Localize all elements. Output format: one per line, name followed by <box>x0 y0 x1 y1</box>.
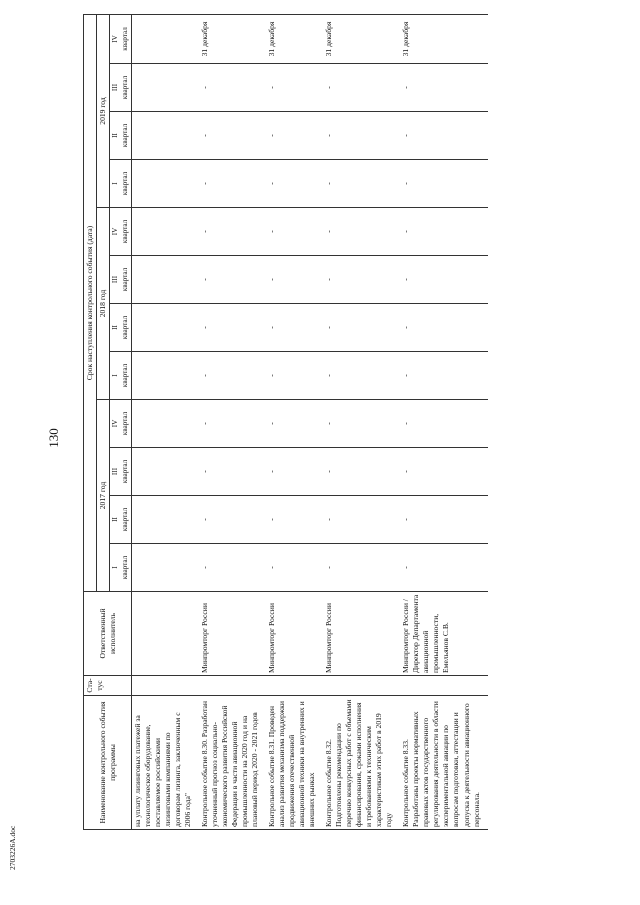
quarter-word: квартал <box>120 411 129 436</box>
term-cell: - <box>323 208 400 256</box>
term-cell: - <box>400 496 487 544</box>
term-cell <box>132 304 200 352</box>
header-quarter <box>110 448 132 496</box>
header-quarter <box>110 112 132 160</box>
quarter-word: квартал <box>120 363 129 388</box>
quarter-word: квартал <box>120 171 129 196</box>
event-responsible: Минпромторг России <box>266 592 323 676</box>
header-year-2019: 2019 год <box>97 14 110 207</box>
quarter-numeral: I <box>111 566 120 569</box>
header-responsible: Ответственный исполнитель <box>84 592 132 676</box>
quarter-word: квартал <box>120 219 129 244</box>
term-cell <box>132 256 200 304</box>
quarter-numeral: I <box>111 374 120 377</box>
header-quarter <box>110 304 132 352</box>
header-quarter <box>110 64 132 112</box>
term-cell <box>132 496 200 544</box>
header-row-top <box>84 14 97 829</box>
quarter-word: квартал <box>120 507 129 532</box>
header-name: Наименование контрольного события программы <box>84 696 132 830</box>
term-cell: - <box>400 544 487 592</box>
header-quarter <box>110 352 132 400</box>
quarter-word: квартал <box>120 315 129 340</box>
term-cell: 31 декабря <box>199 14 266 63</box>
term-cell: - <box>400 400 487 448</box>
term-cell: - <box>266 256 323 304</box>
quarter-numeral: III <box>111 467 120 476</box>
event-responsible <box>132 592 200 676</box>
header-quarter <box>110 496 132 544</box>
term-cell: 31 декабря <box>266 14 323 63</box>
header-status: Ста- тус <box>84 676 132 696</box>
term-cell: 31 декабря <box>400 14 487 63</box>
term-cell <box>132 64 200 112</box>
term-cell: - <box>266 304 323 352</box>
term-cell: - <box>199 64 266 112</box>
term-cell: - <box>400 112 487 160</box>
table-row <box>199 14 266 829</box>
term-cell: - <box>400 160 487 208</box>
term-cell: - <box>400 256 487 304</box>
term-cell: - <box>323 496 400 544</box>
event-status <box>400 676 487 696</box>
term-cell <box>132 14 200 63</box>
term-cell: - <box>323 112 400 160</box>
term-cell: - <box>199 160 266 208</box>
term-cell: - <box>323 448 400 496</box>
term-cell: - <box>266 448 323 496</box>
table-row <box>266 14 323 829</box>
header-quarter <box>110 14 132 63</box>
term-cell: - <box>323 352 400 400</box>
term-cell <box>132 400 200 448</box>
table-row <box>132 14 200 829</box>
term-cell: - <box>199 208 266 256</box>
term-cell: - <box>266 352 323 400</box>
footer-filename: 2703226А.doc <box>8 825 17 870</box>
term-cell: - <box>400 448 487 496</box>
term-cell: - <box>199 400 266 448</box>
event-responsible: Минпромторг России / Директор Департамента авиационной промышленности, Емельянов С.В. <box>400 592 487 676</box>
quarter-word: квартал <box>120 459 129 484</box>
header-quarter <box>110 256 132 304</box>
event-name: Контрольное событие 8.31. Проведен анализ развития механизма поддержки продвижения отечественной авиационной техники на внутренних и внешних рынках <box>266 696 323 830</box>
quarter-word: квартал <box>120 27 129 51</box>
term-cell: - <box>199 496 266 544</box>
quarter-numeral: IV <box>111 227 120 236</box>
term-cell: - <box>199 112 266 160</box>
term-cell: - <box>323 160 400 208</box>
term-cell: - <box>323 64 400 112</box>
term-cell <box>132 208 200 256</box>
term-cell: - <box>323 304 400 352</box>
term-cell: - <box>266 112 323 160</box>
quarter-word: квартал <box>120 123 129 148</box>
term-cell: - <box>323 256 400 304</box>
term-cell: - <box>400 208 487 256</box>
header-quarter <box>110 400 132 448</box>
quarter-word: квартал <box>120 267 129 292</box>
term-cell <box>132 160 200 208</box>
quarter-numeral: II <box>111 517 120 522</box>
event-status <box>323 676 400 696</box>
quarter-numeral: III <box>111 83 120 92</box>
term-cell: - <box>266 208 323 256</box>
term-cell: - <box>199 448 266 496</box>
quarter-numeral: II <box>111 325 120 330</box>
event-responsible: Минпромторг России <box>323 592 400 676</box>
quarter-numeral: II <box>111 133 120 138</box>
control-events-table <box>83 14 488 830</box>
term-cell: - <box>323 400 400 448</box>
event-responsible: Минпромторг России <box>199 592 266 676</box>
event-name: Контрольное событие 8.32. Подготовлены рекомендации по перечню конкурсных работ с объемами финансирования, сроками исполнения и требованиями к техническим характеристикам этих работ в 2019 году <box>323 696 400 830</box>
event-status <box>199 676 266 696</box>
term-cell <box>132 352 200 400</box>
header-quarter <box>110 544 132 592</box>
table-row <box>400 14 487 829</box>
header-quarter <box>110 208 132 256</box>
header-year-2017: 2017 год <box>97 400 110 592</box>
quarter-numeral: IV <box>111 35 120 43</box>
term-cell: - <box>199 352 266 400</box>
quarter-word: квартал <box>120 75 129 100</box>
term-cell <box>132 448 200 496</box>
term-cell: 31 декабря <box>323 14 400 63</box>
event-status <box>132 676 200 696</box>
event-name: Контрольное событие 8.33. Разработаны проекты нормативных правовых актов государственного регулирования деятельности в области экспериментальной авиации по вопросам подготовки, аттестации и допуска к деятельности авиационного персонала. <box>400 696 487 830</box>
table-row <box>323 14 400 829</box>
term-cell: - <box>199 544 266 592</box>
header-year-2018: 2018 год <box>97 208 110 400</box>
term-cell: - <box>266 496 323 544</box>
term-cell: - <box>400 304 487 352</box>
term-cell: - <box>266 64 323 112</box>
term-cell: - <box>266 544 323 592</box>
term-cell: - <box>323 544 400 592</box>
header-quarter <box>110 160 132 208</box>
term-cell: - <box>199 256 266 304</box>
event-name: Контрольное событие 8.30. Разработан уточненный прогноз социально-экономического развития Российской Федерации в части авиационной промышленности на 2020 год и на плановый период 2020 - 2021 годов <box>199 696 266 830</box>
event-name: на уплату лизинговых платежей за технологическое оборудование, поставляемое российскими лизинговыми компаниями по договорам лизинга, заключенным с 2006 года" <box>132 696 200 830</box>
header-term: Срок наступления контрольного события (дата) <box>84 14 97 591</box>
term-cell <box>132 112 200 160</box>
term-cell: - <box>199 304 266 352</box>
quarter-numeral: IV <box>111 419 120 428</box>
term-cell: - <box>266 160 323 208</box>
rotated-page <box>83 15 565 830</box>
term-cell <box>132 544 200 592</box>
quarter-word: квартал <box>120 555 129 580</box>
term-cell: - <box>400 64 487 112</box>
quarter-numeral: III <box>111 275 120 284</box>
event-status <box>266 676 323 696</box>
term-cell: - <box>400 352 487 400</box>
quarter-numeral: I <box>111 182 120 185</box>
term-cell: - <box>266 400 323 448</box>
page-number: 130 <box>46 428 61 448</box>
